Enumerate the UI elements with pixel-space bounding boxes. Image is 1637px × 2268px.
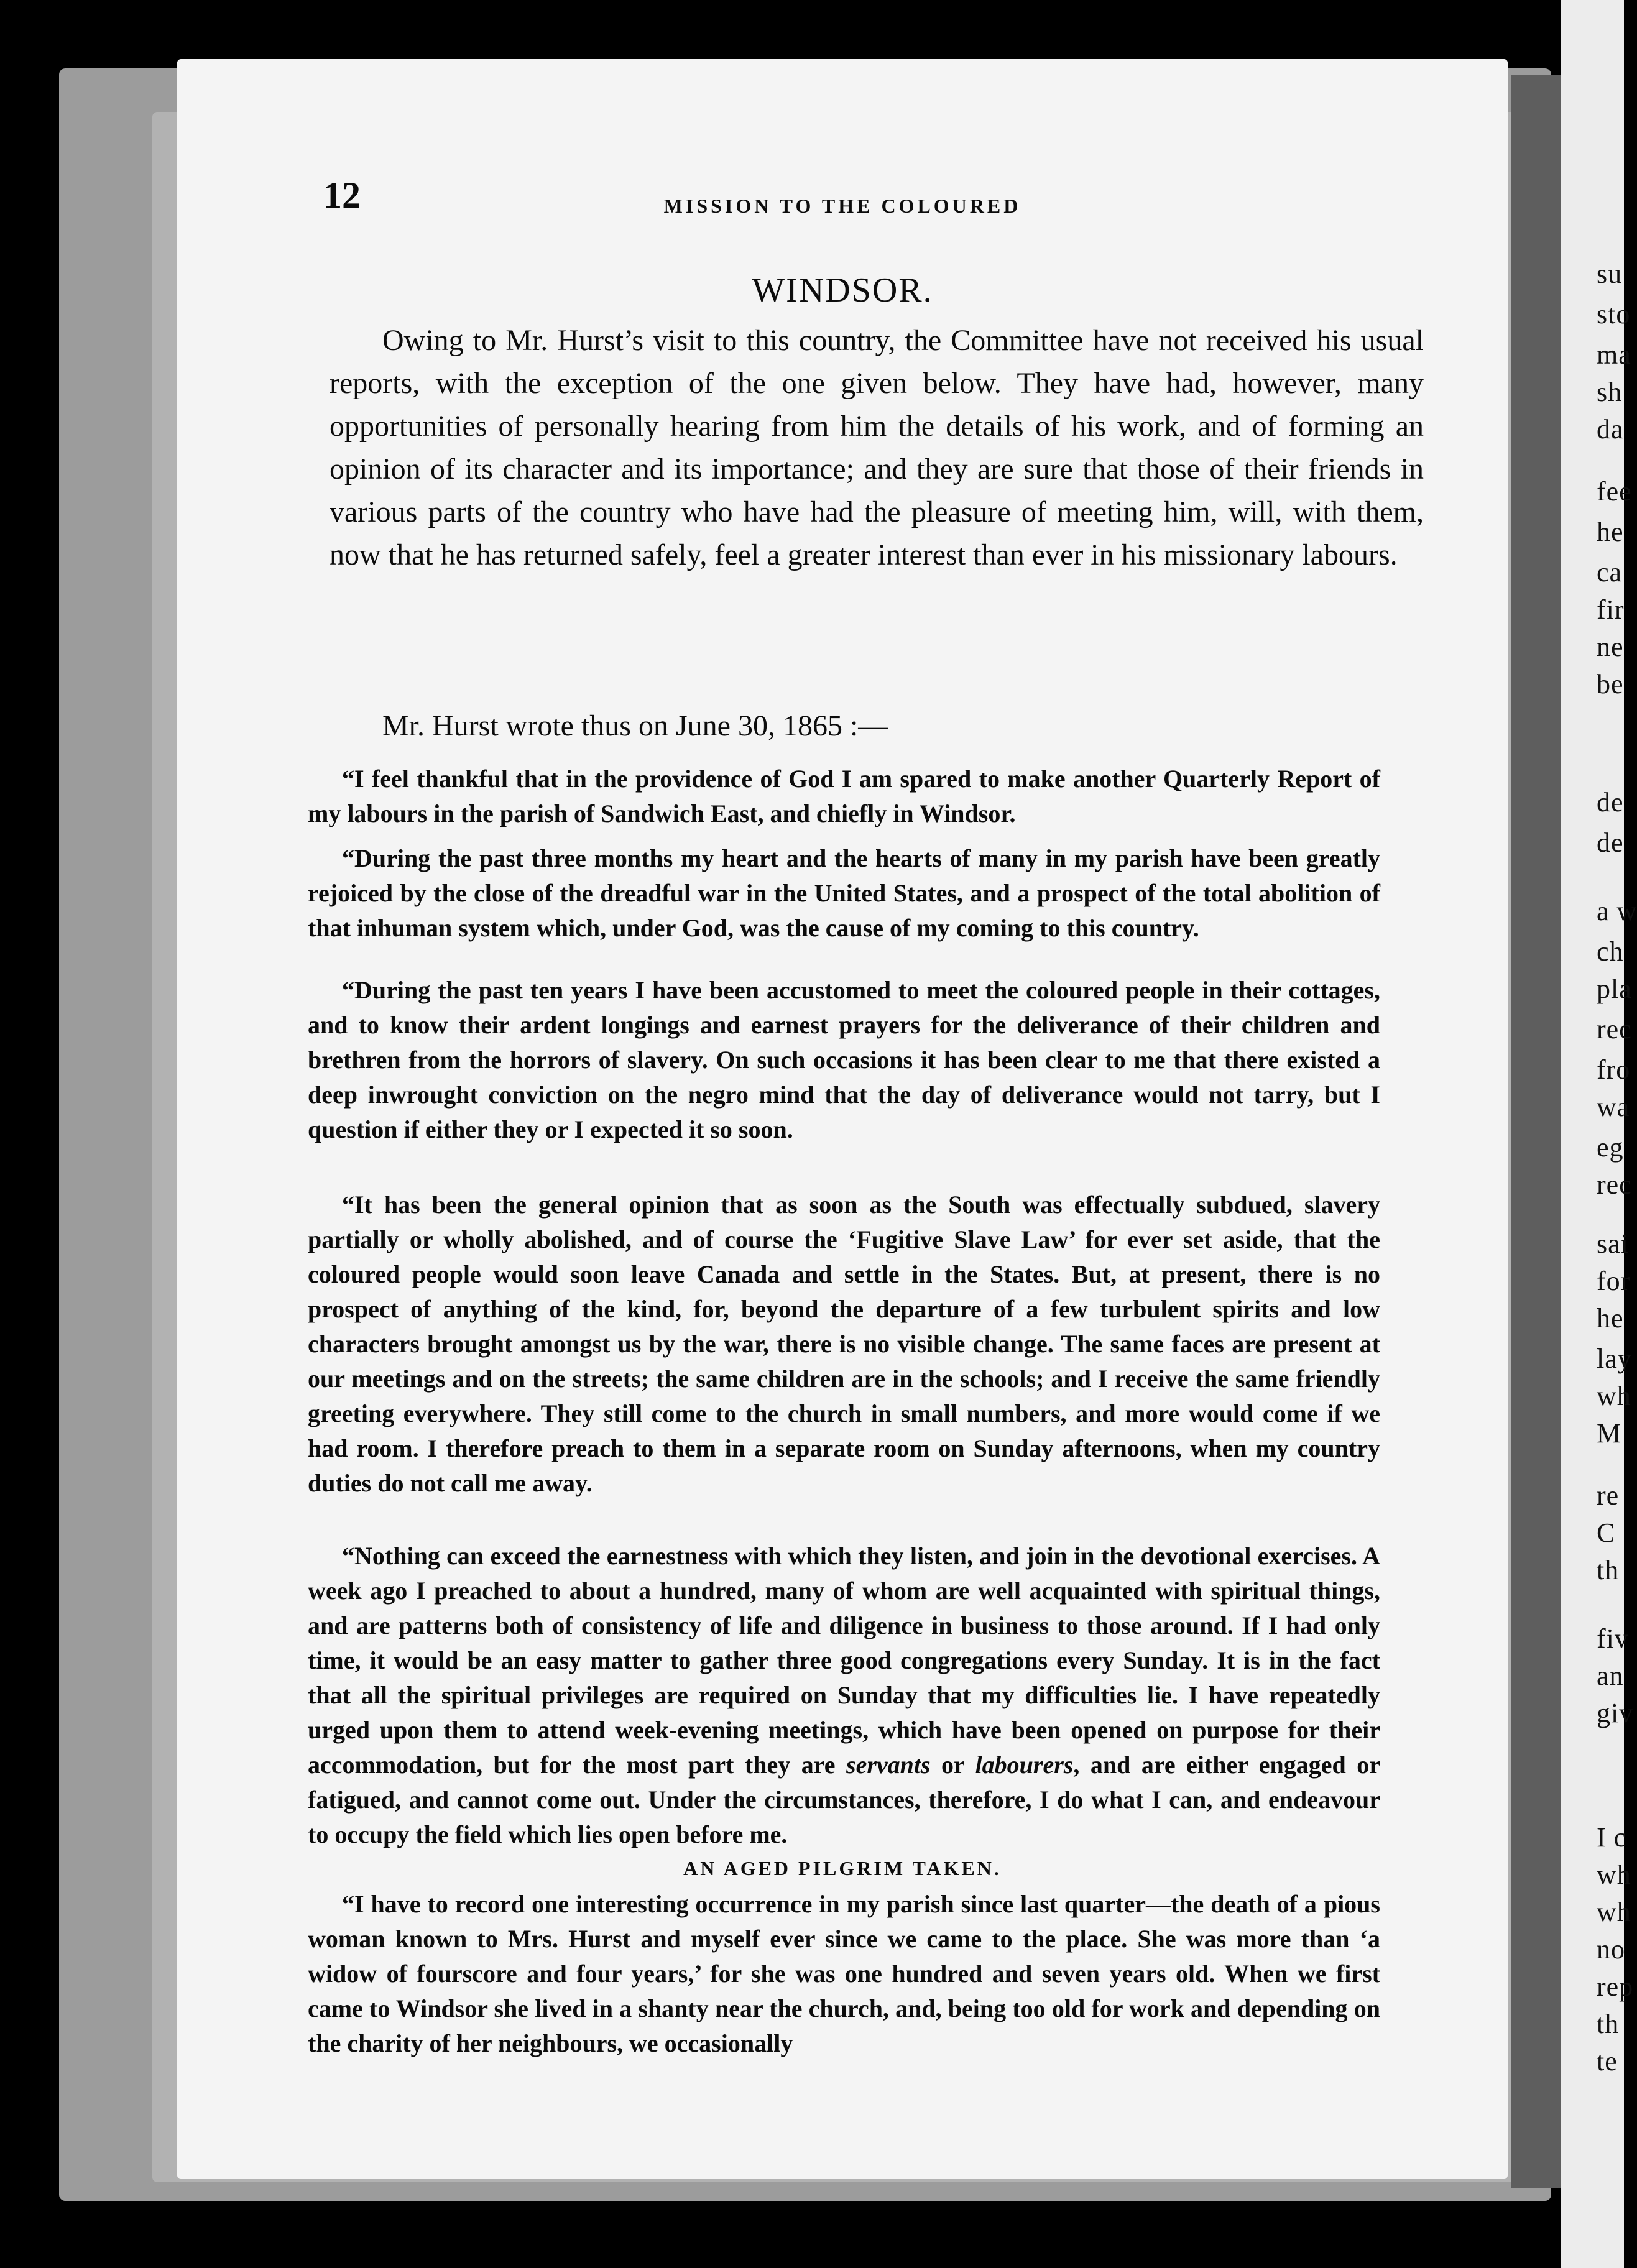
- adjacent-page-text: ne: [1597, 632, 1624, 662]
- adjacent-page-text: lay: [1597, 1344, 1632, 1374]
- running-head: MISSION TO THE COLOURED: [663, 195, 1021, 217]
- adjacent-page-text: he: [1597, 1303, 1624, 1334]
- adjacent-page-text: ca: [1597, 557, 1623, 588]
- adjacent-page-text: sai: [1597, 1228, 1629, 1259]
- letter-paragraph: “It has been the general opinion that as soon as the South was effectually subdued, slavery partially or wholly abolished, and of course the ‘Fugitive Slave Law’ for ever set aside, that the coloured people would soon leave Canada and settle in the States. But, at present, there is no prospect of anything of the kind, for, beyond the departure of a few turbulent spirits and low characters brought amongst us by the war, there is no visible change. The same faces are present at our meetings and on the streets; the same children are in the schools; and I receive the same friendly greeting everywhere. They still come to the church in small numbers, and more would come if we had room. I therefore preach to them in a separate room on Sunday afternoons, when my country duties do not call me away.: [308, 1191, 1380, 1497]
- emphasis-labourers: labourers: [975, 1751, 1074, 1779]
- adjacent-page-text: ch: [1597, 936, 1624, 967]
- adjacent-page-text: sh: [1597, 377, 1623, 407]
- letter-paragraph: “I have to record one interesting occurrence in my parish since last quarter—the death of a pious woman known to Mrs. Hurst and myself ever since we came to the place. She was more than ‘a widow of fourscore and four years,’ for she was one hundred and seven years old. When we first came to Windsor she lived in a shanty near the church, and, being too old for work and depending on the charity of her neighbours, we occasionally: [308, 1890, 1380, 2057]
- adjacent-page-text: de: [1597, 827, 1624, 858]
- adjacent-page-text: I c: [1597, 1822, 1627, 1853]
- adjacent-page-text: te: [1597, 2046, 1618, 2077]
- adjacent-page-text: for: [1597, 1266, 1631, 1296]
- adjacent-page-text: su: [1597, 259, 1623, 289]
- emphasis-servants: servants: [846, 1751, 931, 1779]
- section-title: WINDSOR.: [752, 271, 933, 310]
- page-number: 12: [323, 175, 361, 216]
- letter-paragraph: “I feel thankful that in the providence of God I am spared to make another Quarterly Report of my labours in the parish of Sandwich East, and chiefly in Windsor.: [308, 765, 1380, 827]
- adjacent-page-text: wh: [1597, 1860, 1631, 1890]
- adjacent-page-text: rep: [1597, 1971, 1634, 2002]
- subheading: AN AGED PILGRIM TAKEN.: [683, 1857, 1002, 1879]
- adjacent-page-text: no: [1597, 1934, 1625, 1965]
- adjacent-page-text: M: [1597, 1418, 1622, 1449]
- adjacent-page-text: ma: [1597, 339, 1631, 370]
- adjacent-page-text: fiv: [1597, 1623, 1629, 1654]
- letter-text: or: [930, 1751, 975, 1779]
- adjacent-page-text: rec: [1597, 1169, 1632, 1200]
- letter-text: , and are either engaged or fatigued, and cannot come out. Under the circumstances, therefore, I do what I can, and endeavour to occupy the field which lies open before me.: [308, 1751, 1381, 1848]
- letter-text: “Nothing can exceed the earnestness with which they listen, and join in the devotional exercises. A week ago I preached to about a hundred, many of whom are well acquainted with spiritual things, and are patterns both of consistency of life and diligence in business to those around. If I had only time, it would be an easy matter to gather three good congregations every Sunday. It is in the fact that all the spiritual privileges are required on Sunday that my difficulties lie. I have repeatedly urged upon them to attend week-evening meetings, which have been opened on purpose for their accommodation, but for the most part they are: [308, 1542, 1380, 1779]
- letter-paragraph: “During the past ten years I have been accustomed to meet the coloured people in their cottages, and to know their ardent longings and earnest prayers for the deliverance of their children and brethren from the horrors of slavery. On such occasions it has been clear to me that there existed a deep inwrought conviction on the negro mind that the day of deliverance would not tarry, but I question if either they or I expected it so soon.: [308, 976, 1380, 1143]
- adjacent-page-text: giv: [1597, 1698, 1634, 1728]
- adjacent-page-text: re: [1597, 1480, 1620, 1511]
- adjacent-page-text: be: [1597, 669, 1624, 699]
- adjacent-page-text: rec: [1597, 1014, 1632, 1044]
- adjacent-page-text: th: [1597, 1555, 1620, 1585]
- adjacent-page-text: an: [1597, 1661, 1624, 1691]
- page-edge-shadow: [1511, 75, 1561, 2188]
- adjacent-page-text: th: [1597, 2009, 1620, 2039]
- adjacent-page-text: pla: [1597, 974, 1632, 1004]
- adjacent-page-text: wh: [1597, 1381, 1631, 1411]
- intro-paragraph: Owing to Mr. Hurst’s visit to this country, the Committee have not received his usual reports, with the exception of the one given below. They have had, however, many opportunities of personally hearing from him the details of his work, and of forming an opinion of its character and its importance; and they are sure that those of their friends in various parts of the country who have had the pleasure of meeting him, will, with them, now that he has returned safely, feel a greater interest than ever in his missionary labours.: [330, 324, 1424, 571]
- date-line: Mr. Hurst wrote thus on June 30, 1865 :—: [382, 709, 888, 742]
- adjacent-page-text: sto: [1597, 299, 1631, 330]
- adjacent-page-text: wh: [1597, 1897, 1631, 1927]
- adjacent-page-text: he: [1597, 517, 1624, 547]
- adjacent-page-text: a w: [1597, 896, 1637, 926]
- adjacent-page-edge: [1561, 0, 1637, 2268]
- document-page: [177, 59, 1508, 2179]
- adjacent-page-text: wa: [1597, 1092, 1630, 1122]
- adjacent-page-text: de: [1597, 787, 1624, 818]
- adjacent-page-text: fir: [1597, 594, 1625, 625]
- adjacent-page-text: fee: [1597, 476, 1632, 507]
- adjacent-page-text: eg: [1597, 1132, 1624, 1163]
- letter-paragraph: [308, 1539, 1380, 1852]
- adjacent-page-text: C: [1597, 1518, 1616, 1548]
- letter-paragraph: “During the past three months my heart and the hearts of many in my parish have been greatly rejoiced by the close of the dreadful war in the United States, and a prospect of the total abolition of that inhuman system which, under God, was the cause of my coming to this country.: [308, 844, 1380, 942]
- adjacent-page-text: da: [1597, 414, 1624, 445]
- adjacent-page-text: fro: [1597, 1054, 1631, 1085]
